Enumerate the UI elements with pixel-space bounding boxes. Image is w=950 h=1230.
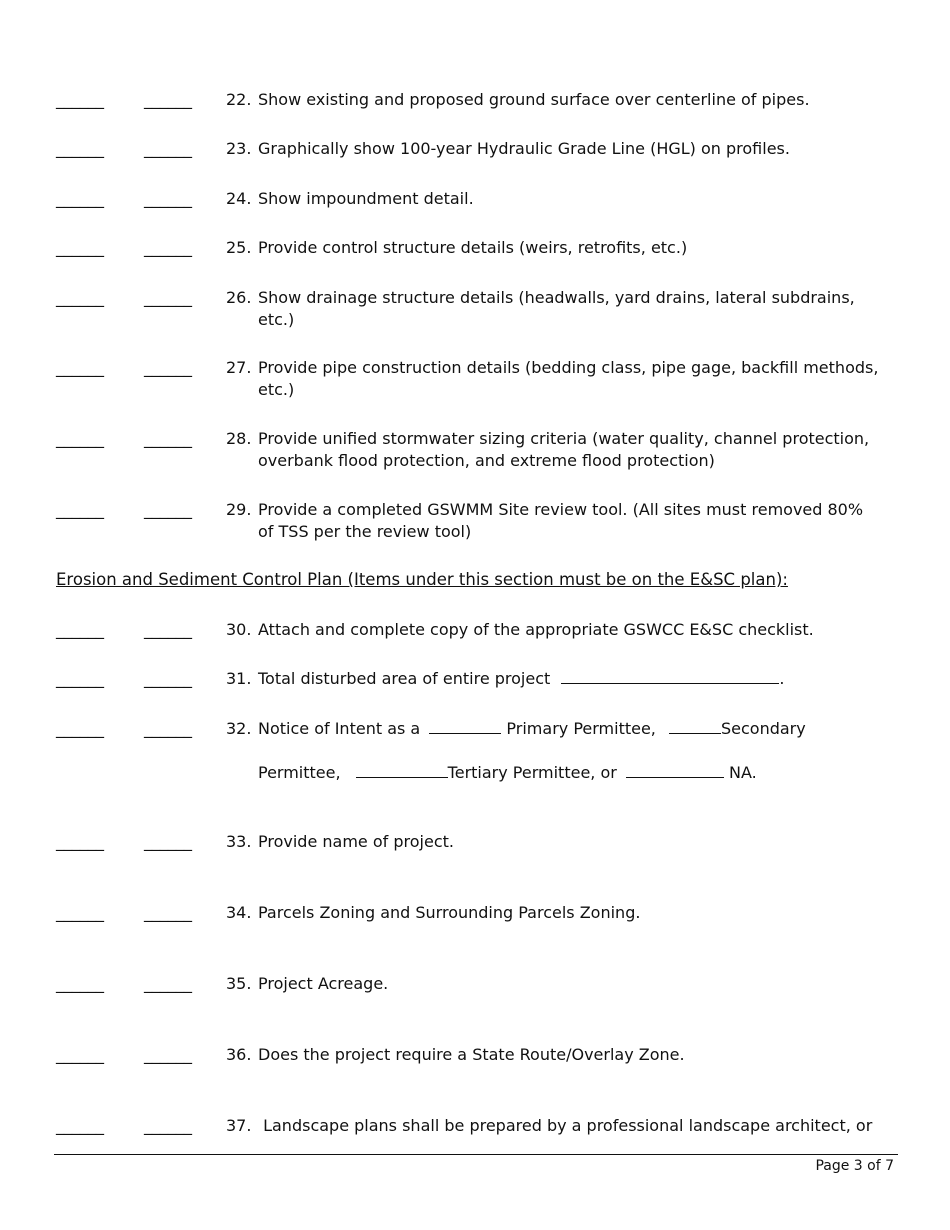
check-blank[interactable]: ______ bbox=[144, 358, 192, 377]
checklist-item-28 bbox=[56, 428, 898, 472]
item-text: Landscape plans shall be prepared by a professional landscape architect, or bbox=[258, 1116, 873, 1135]
check-blank[interactable]: ______ bbox=[56, 358, 104, 377]
item-number: 31. bbox=[226, 669, 252, 688]
noi-text: Primary Permittee, bbox=[506, 719, 656, 738]
na-fill-line[interactable] bbox=[626, 763, 724, 778]
checklist-item-32-continued bbox=[258, 762, 898, 784]
item-text-end: . bbox=[779, 669, 785, 688]
item-text-line: Show drainage structure details (headwalls, yard drains, lateral subdrains, bbox=[258, 288, 855, 307]
checklist-item-32 bbox=[56, 718, 898, 740]
check-blank[interactable]: ______ bbox=[56, 832, 104, 851]
item-text bbox=[258, 428, 898, 472]
item-text: Project Acreage. bbox=[258, 974, 389, 993]
noi-text: Secondary bbox=[720, 719, 806, 738]
check-blank[interactable]: ______ bbox=[56, 669, 104, 688]
item-text-line: etc.) bbox=[258, 310, 295, 329]
item-text bbox=[258, 287, 898, 331]
item-text: Show impoundment detail. bbox=[258, 189, 474, 208]
checklist-item-37 bbox=[56, 1115, 898, 1137]
item-text-label: Total disturbed area of entire project bbox=[258, 669, 551, 688]
check-blank[interactable]: ______ bbox=[56, 189, 104, 208]
check-blank[interactable]: ______ bbox=[56, 620, 104, 639]
item-text bbox=[258, 718, 898, 740]
noi-text: Notice of Intent as a bbox=[258, 719, 421, 738]
item-number: 30. bbox=[226, 620, 252, 639]
checklist-item-33 bbox=[56, 831, 898, 853]
item-number: 36. bbox=[226, 1045, 252, 1064]
checklist-item-25 bbox=[56, 237, 898, 259]
check-blank[interactable]: ______ bbox=[56, 90, 104, 109]
section-heading: Erosion and Sediment Control Plan (Items under this section must be on the E&SC plan): bbox=[56, 570, 788, 589]
noi-text: Tertiary Permittee, or bbox=[447, 763, 617, 782]
item-number: 35. bbox=[226, 974, 252, 993]
check-blank[interactable]: ______ bbox=[144, 669, 192, 688]
item-number: 33. bbox=[226, 832, 252, 851]
item-text: Graphically show 100-year Hydraulic Grade Line (HGL) on profiles. bbox=[258, 139, 790, 158]
check-blank[interactable]: ______ bbox=[144, 189, 192, 208]
check-blank[interactable]: ______ bbox=[144, 238, 192, 257]
footer-divider bbox=[54, 1154, 898, 1155]
item-text-line: Provide a completed GSWMM Site review tool. (All sites must removed 80% bbox=[258, 500, 864, 519]
check-blank[interactable]: ______ bbox=[144, 288, 192, 307]
check-blank[interactable]: ______ bbox=[56, 719, 104, 738]
check-blank[interactable]: ______ bbox=[56, 903, 104, 922]
check-blank[interactable]: ______ bbox=[56, 500, 104, 519]
item-text bbox=[258, 357, 898, 401]
noi-text: NA. bbox=[729, 763, 757, 782]
check-blank[interactable]: ______ bbox=[144, 620, 192, 639]
item-text: Provide control structure details (weirs, retrofits, etc.) bbox=[258, 238, 688, 257]
item-number: 34. bbox=[226, 903, 252, 922]
check-blank[interactable]: ______ bbox=[56, 429, 104, 448]
check-blank[interactable]: ______ bbox=[56, 974, 104, 993]
check-blank[interactable]: ______ bbox=[144, 500, 192, 519]
item-text: Show existing and proposed ground surface over centerline of pipes. bbox=[258, 90, 810, 109]
item-text: Does the project require a State Route/Overlay Zone. bbox=[258, 1045, 685, 1064]
check-blank[interactable]: ______ bbox=[144, 1116, 192, 1135]
checklist-item-31 bbox=[56, 668, 898, 690]
checklist-item-36 bbox=[56, 1044, 898, 1066]
checklist-item-29 bbox=[56, 499, 898, 543]
item-number: 37. bbox=[226, 1116, 252, 1135]
secondary-permittee-fill-line[interactable] bbox=[669, 719, 721, 734]
checklist-item-35 bbox=[56, 973, 898, 995]
item-text: Attach and complete copy of the appropriate GSWCC E&SC checklist. bbox=[258, 620, 814, 639]
item-text bbox=[258, 668, 898, 690]
check-blank[interactable]: ______ bbox=[144, 832, 192, 851]
check-blank[interactable]: ______ bbox=[56, 1116, 104, 1135]
checklist-item-22 bbox=[56, 89, 898, 111]
check-blank[interactable]: ______ bbox=[56, 238, 104, 257]
checklist-item-34 bbox=[56, 902, 898, 924]
item-text-line: etc.) bbox=[258, 380, 295, 399]
item-text-line: Provide pipe construction details (bedding class, pipe gage, backfill methods, bbox=[258, 358, 879, 377]
check-blank[interactable]: ______ bbox=[144, 90, 192, 109]
disturbed-area-fill-line[interactable] bbox=[561, 669, 779, 684]
item-number: 24. bbox=[226, 189, 252, 208]
item-text: Parcels Zoning and Surrounding Parcels Zoning. bbox=[258, 903, 641, 922]
check-blank[interactable]: ______ bbox=[56, 139, 104, 158]
item-number: 32. bbox=[226, 719, 252, 738]
item-number: 23. bbox=[226, 139, 252, 158]
page-number: Page 3 of 7 bbox=[815, 1158, 894, 1174]
check-blank[interactable]: ______ bbox=[56, 1045, 104, 1064]
noi-text: Permittee, bbox=[258, 763, 341, 782]
item-text bbox=[258, 762, 898, 784]
check-blank[interactable]: ______ bbox=[144, 719, 192, 738]
item-text bbox=[258, 499, 898, 543]
check-blank[interactable]: ______ bbox=[56, 288, 104, 307]
item-text-line: of TSS per the review tool) bbox=[258, 522, 472, 541]
checklist-item-27 bbox=[56, 357, 898, 401]
check-blank[interactable]: ______ bbox=[144, 139, 192, 158]
item-number: 22. bbox=[226, 90, 252, 109]
item-number: 25. bbox=[226, 238, 252, 257]
checklist-item-26 bbox=[56, 287, 898, 331]
checklist-item-24 bbox=[56, 188, 898, 210]
item-text-line: overbank flood protection, and extreme flood protection) bbox=[258, 451, 715, 470]
check-blank[interactable]: ______ bbox=[144, 974, 192, 993]
checklist-item-23 bbox=[56, 138, 898, 160]
item-number: 27. bbox=[226, 358, 252, 377]
item-text-line: Provide unified stormwater sizing criteria (water quality, channel protection, bbox=[258, 429, 870, 448]
item-number: 29. bbox=[226, 500, 252, 519]
item-number: 26. bbox=[226, 288, 252, 307]
checklist-item-30 bbox=[56, 619, 898, 641]
primary-permittee-fill-line[interactable] bbox=[429, 719, 501, 734]
item-text: Provide name of project. bbox=[258, 832, 454, 851]
tertiary-permittee-fill-line[interactable] bbox=[356, 763, 448, 778]
item-number: 28. bbox=[226, 429, 252, 448]
check-blank[interactable]: ______ bbox=[144, 1045, 192, 1064]
check-blank[interactable]: ______ bbox=[144, 429, 192, 448]
check-blank[interactable]: ______ bbox=[144, 903, 192, 922]
